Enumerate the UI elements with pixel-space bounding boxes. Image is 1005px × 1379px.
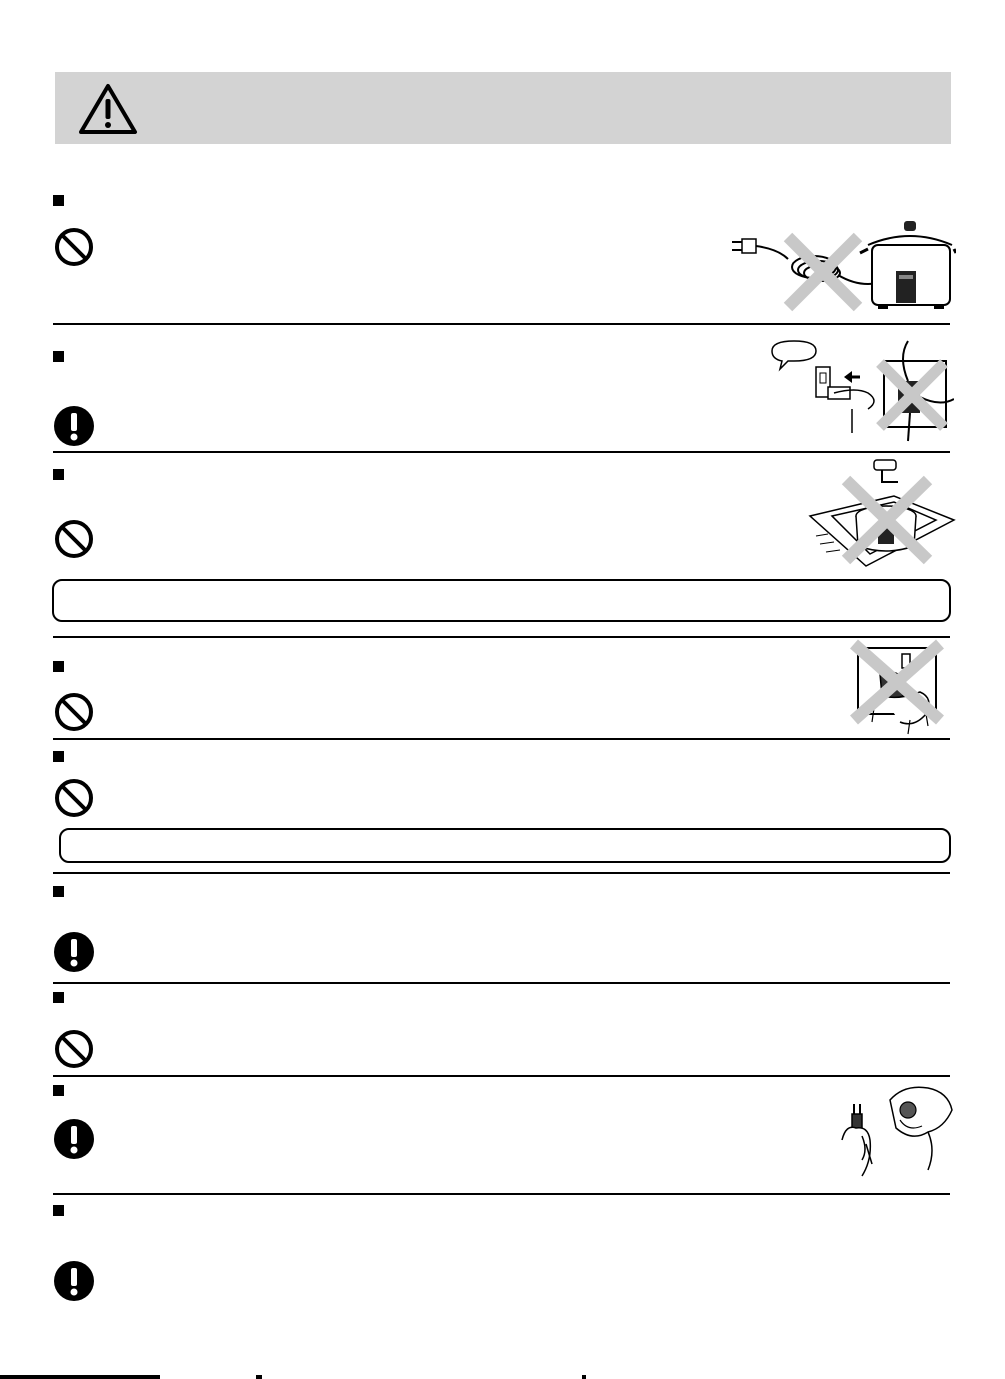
warning-banner (55, 72, 951, 144)
prohibited-icon (53, 691, 95, 733)
page-edge-mark (0, 1375, 160, 1379)
section-bullet (53, 886, 64, 897)
section-bullet (53, 1205, 64, 1216)
mandatory-action-icon (53, 1118, 95, 1160)
section-bullet (53, 751, 64, 762)
warning-triangle-icon (77, 82, 139, 136)
prohibited-icon (53, 518, 95, 560)
section-divider (53, 1075, 950, 1077)
note-box (52, 579, 951, 622)
section-divider (53, 982, 950, 984)
section-bullet (53, 195, 64, 206)
section-bullet (53, 469, 64, 480)
prohibited-icon (53, 226, 95, 268)
prohibited-icon (53, 1028, 95, 1070)
mandatory-action-icon (53, 405, 95, 447)
section-bullet (53, 992, 64, 1003)
section-divider (53, 1193, 950, 1195)
section-divider (53, 451, 950, 453)
plug-insert-wall-outlet-illustration (768, 337, 954, 450)
section-divider (53, 636, 950, 638)
page-edge-mark (582, 1375, 586, 1379)
section-bullet (53, 1085, 64, 1096)
section-bullet (53, 351, 64, 362)
cord-coiled-rice-cooker-illustration (728, 215, 956, 320)
section-bullet (53, 661, 64, 672)
page-edge-mark (256, 1375, 262, 1379)
section-divider (53, 872, 950, 874)
section-divider (53, 738, 950, 740)
section-divider (53, 323, 950, 325)
mandatory-action-icon (53, 1260, 95, 1302)
cooker-in-sink-under-tap-illustration (806, 456, 956, 577)
note-box (59, 828, 951, 863)
cleaning-plug-with-cloth-illustration (832, 1080, 956, 1189)
wet-hand-on-plug-illustration (844, 638, 950, 741)
mandatory-action-icon (53, 931, 95, 973)
prohibited-icon (53, 777, 95, 819)
